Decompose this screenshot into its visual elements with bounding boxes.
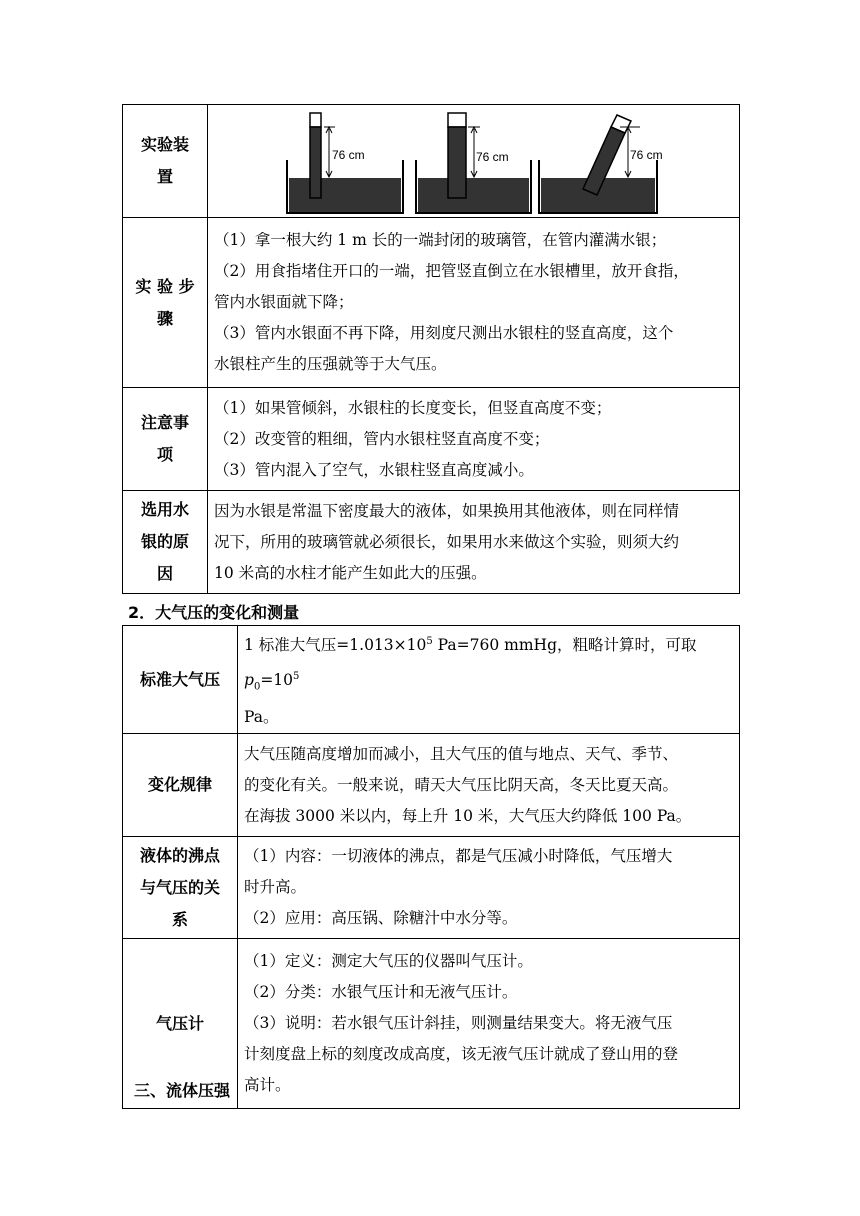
pressure-table xyxy=(122,625,740,1109)
height-label: 76 cm xyxy=(630,148,663,162)
apparatus-tilted xyxy=(539,115,663,213)
row-label: 变化规律 xyxy=(123,734,238,837)
height-label: 76 cm xyxy=(332,148,365,162)
row-content: （1）定义：测定大气压的仪器叫气压计。 （2）分类：水银气压计和无液气压计。 （3）说明：若水银气压计斜挂，则测量结果变大。将无液气压 计刻度盘上标的刻度改成高度，该无液气压计就成了登山用的登 高计。 xyxy=(238,939,740,1109)
row-content: （1）如果管倾斜，水银柱的长度变长，但竖直高度不变； （2）改变管的粗细，管内水银柱竖直高度不变； （3）管内混入了空气，水银柱竖直高度减小。 xyxy=(208,388,740,491)
row-content: 1 标准大气压$=1.013\times 10^5$ Pa=760 mmHg，粗略计算时，可取 $p_0=10^5$ Pa。 xyxy=(238,626,740,734)
height-label: 76 cm xyxy=(476,150,509,164)
row-content: （1）拿一根大约 1 m 长的一端封闭的玻璃管，在管内灌满水银； （2）用食指堵住开口的一端，把管竖直倒立在水银槽里，放开食指， 管内水银面就下降； （3）管内水银面不再下降，用刻度尺测出水银柱的竖直高度，这个 水银柱产生的压强就等于大气压。 xyxy=(208,218,740,388)
table-row xyxy=(123,388,740,491)
table-row xyxy=(123,734,740,837)
row-label: 实验装 置 xyxy=(123,105,208,218)
apparatus-vertical-1 xyxy=(287,113,403,213)
row-content: （1）内容：一切液体的沸点，都是气压减小时降低，气压增大 时升高。 （2）应用：高压锅、除糖汁中水分等。 xyxy=(238,837,740,939)
torricelli-apparatus-figure xyxy=(208,105,738,217)
section-heading: 三、流体压强 xyxy=(134,1081,231,1100)
table-row xyxy=(123,105,740,218)
table-row xyxy=(123,837,740,939)
row-label: 液体的沸点 与气压的关 系 xyxy=(123,837,238,939)
apparatus-figure-cell xyxy=(208,105,740,218)
row-content: 因为水银是常温下密度最大的液体，如果换用其他液体，则在同样情 况下，所用的玻璃管就必须很长，如果用水来做这个实验，则须大约 10 米高的水柱才能产生如此大的压强。 xyxy=(208,491,740,594)
apparatus-vertical-2 xyxy=(416,113,531,213)
row-label: 标准大气压 xyxy=(123,626,238,734)
table-row xyxy=(123,218,740,388)
table-row xyxy=(123,491,740,594)
experiment-table xyxy=(122,104,740,594)
table-row xyxy=(123,626,740,734)
section-heading: 2．大气压的变化和测量 xyxy=(128,603,300,622)
row-label: 选用水 银的原 因 xyxy=(123,491,208,594)
row-label: 注意事 项 xyxy=(123,388,208,491)
row-label: 实 验 步 骤 xyxy=(123,218,208,388)
row-content: 大气压随高度增加而减小，且大气压的值与地点、天气、季节、 的变化有关。一般来说，晴天大气压比阴天高，冬天比夏天高。 在海拔 3000 米以内，每上升 10 米，大气压大约降低 100 Pa。 xyxy=(238,734,740,837)
row-label: 气压计 xyxy=(123,939,238,1109)
